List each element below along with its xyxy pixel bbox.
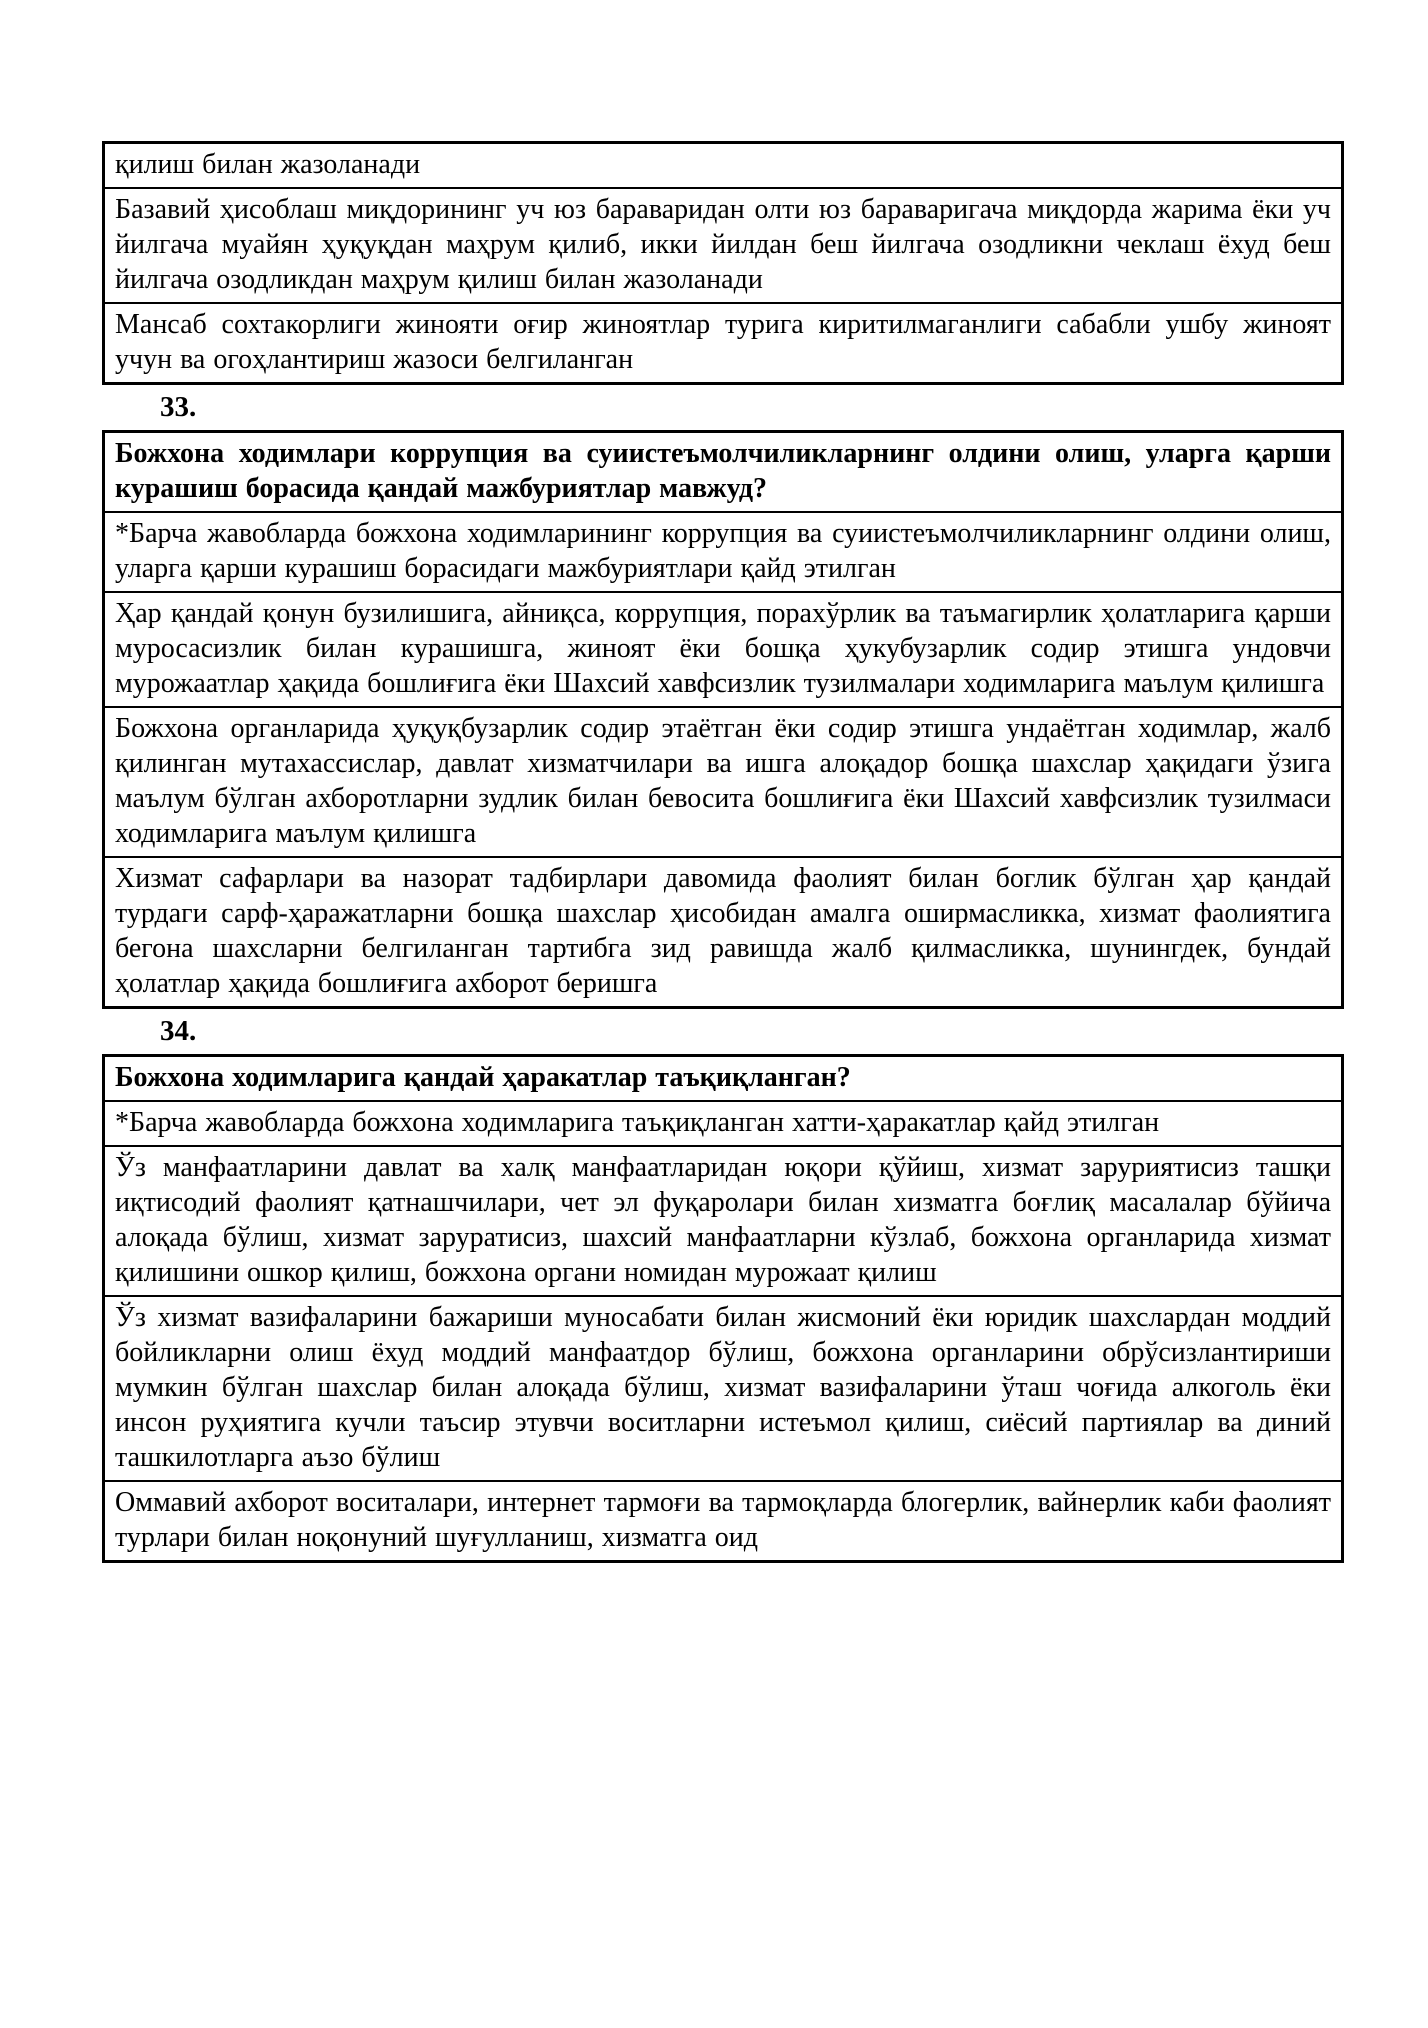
question-32-continuation-table	[102, 141, 1344, 385]
table-row	[104, 512, 1343, 592]
answer-cell: *Барча жавобларда божхона ходимларининг коррупция ва суиистеъмолчиликларнинг олдини олиш, уларга қарши курашиш борасидаги мажбуриятлари қайд этилган	[104, 512, 1343, 592]
table-row	[104, 707, 1343, 857]
answer-cell: Мансаб сохтакорлиги жинояти оғир жиноятлар турига киритилмаганлиги сабабли ушбу жиноят учун ва огоҳлантириш жазоси белгиланган	[104, 303, 1343, 384]
table-row	[104, 857, 1343, 1008]
question-33-table	[102, 430, 1344, 1009]
answer-cell: Ўз манфаатларини давлат ва халқ манфаатларидан юқори қўйиш, хизмат заруриятисиз ташқи иқтисодий фаолият қатнашчилари, чет эл фуқаролари билан хизматга боғлиқ масалалар бўйича алоқада бўлиш, хизмат заруратисиз, шахсий манфаатларни кўзлаб, божхона органларида хизмат қилишини ошкор қилиш, божхона органи номидан мурожаат қилиш	[104, 1146, 1343, 1296]
answer-cell: Божхона органларида ҳуқуқбузарлик содир этаётган ёки содир этишга ундаётган ходимлар, жалб қилинган мутахассислар, давлат хизматчилари ва ишга алоқадор бошқа шахслар ҳақидаги ўзига маълум бўлган ахборотларни зудлик билан бевосита бошлиғига ёки Шахсий хавфсизлик тузилмаси ходимларига маълум қилишга	[104, 707, 1343, 857]
question-34-number: 34.	[160, 1015, 197, 1047]
table-row	[104, 1146, 1343, 1296]
table-row	[104, 592, 1343, 707]
answer-cell: Оммавий ахборот воситалари, интернет тармоғи ва тармоқларда блогерлик, вайнерлик каби фаолият турлари билан ноқонуний шуғулланиш, хизматга оид	[104, 1481, 1343, 1562]
question-row	[104, 1056, 1343, 1102]
answer-cell: Хизмат сафарлари ва назорат тадбирлари давомида фаолият билан боглик бўлган ҳар қандай турдаги сарф-ҳаражатларни бошқа шахслар ҳисобидан амалга оширмасликка, хизмат фаолиятига бегона шахсларни белгиланган тартибга зид равишда жалб қилмасликка, шунингдек, бундай ҳолатлар ҳақида бошлиғига ахборот беришга	[104, 857, 1343, 1008]
table-row	[104, 1101, 1343, 1146]
answer-cell: *Барча жавобларда божхона ходимларига таъқиқланган хатти-ҳаракатлар қайд этилган	[104, 1101, 1343, 1146]
question-row	[104, 432, 1343, 513]
answer-cell: қилиш билан жазоланади	[104, 143, 1343, 189]
question-34-table	[102, 1054, 1344, 1563]
table-row	[104, 188, 1343, 303]
table-row	[104, 303, 1343, 384]
question-text-cell: Божхона ходимлари коррупция ва суиистеъмолчиликларнинг олдини олиш, уларга қарши курашиш борасида қандай мажбуриятлар мавжуд?	[104, 432, 1343, 513]
table-row	[104, 1481, 1343, 1562]
answer-cell: Ўз хизмат вазифаларини бажариши муносабати билан жисмоний ёки юридик шахслардан моддий бойликларни олиш ёхуд моддий манфаатдор бўлиш, божхона органларини обрўсизлантириши мумкин бўлган шахслар билан алоқада бўлиш, хизмат вазифаларини ўташ чоғида алкоголь ёки инсон руҳиятига кучли таъсир этувчи воситларни истеъмол қилиш, сиёсий партиялар ва диний ташкилотларга аъзо бўлиш	[104, 1296, 1343, 1481]
table-row	[104, 143, 1343, 189]
answer-cell: Базавий ҳисоблаш миқдорининг уч юз бараваридан олти юз бараваригача миқдорда жарима ёки уч йилгача муайян ҳуқуқдан маҳрум қилиб, икки йилдан беш йилгача озодликни чеклаш ёхуд беш йилгача озодликдан маҳрум қилиш билан жазоланади	[104, 188, 1343, 303]
answer-cell: Ҳар қандай қонун бузилишига, айниқса, коррупция, порахўрлик ва таъмагирлик ҳолатларига қарши муросасизлик билан курашишга, жиноят ёки бошқа ҳукубузарлик содир этишга ундовчи мурожаатлар ҳақида бошлиғига ёки Шахсий хавфсизлик тузилмалари ходимларига маълум қилишга	[104, 592, 1343, 707]
question-text-cell: Божхона ходимларига қандай ҳаракатлар таъқиқланган?	[104, 1056, 1343, 1102]
question-33-number: 33.	[160, 391, 197, 423]
table-row	[104, 1296, 1343, 1481]
